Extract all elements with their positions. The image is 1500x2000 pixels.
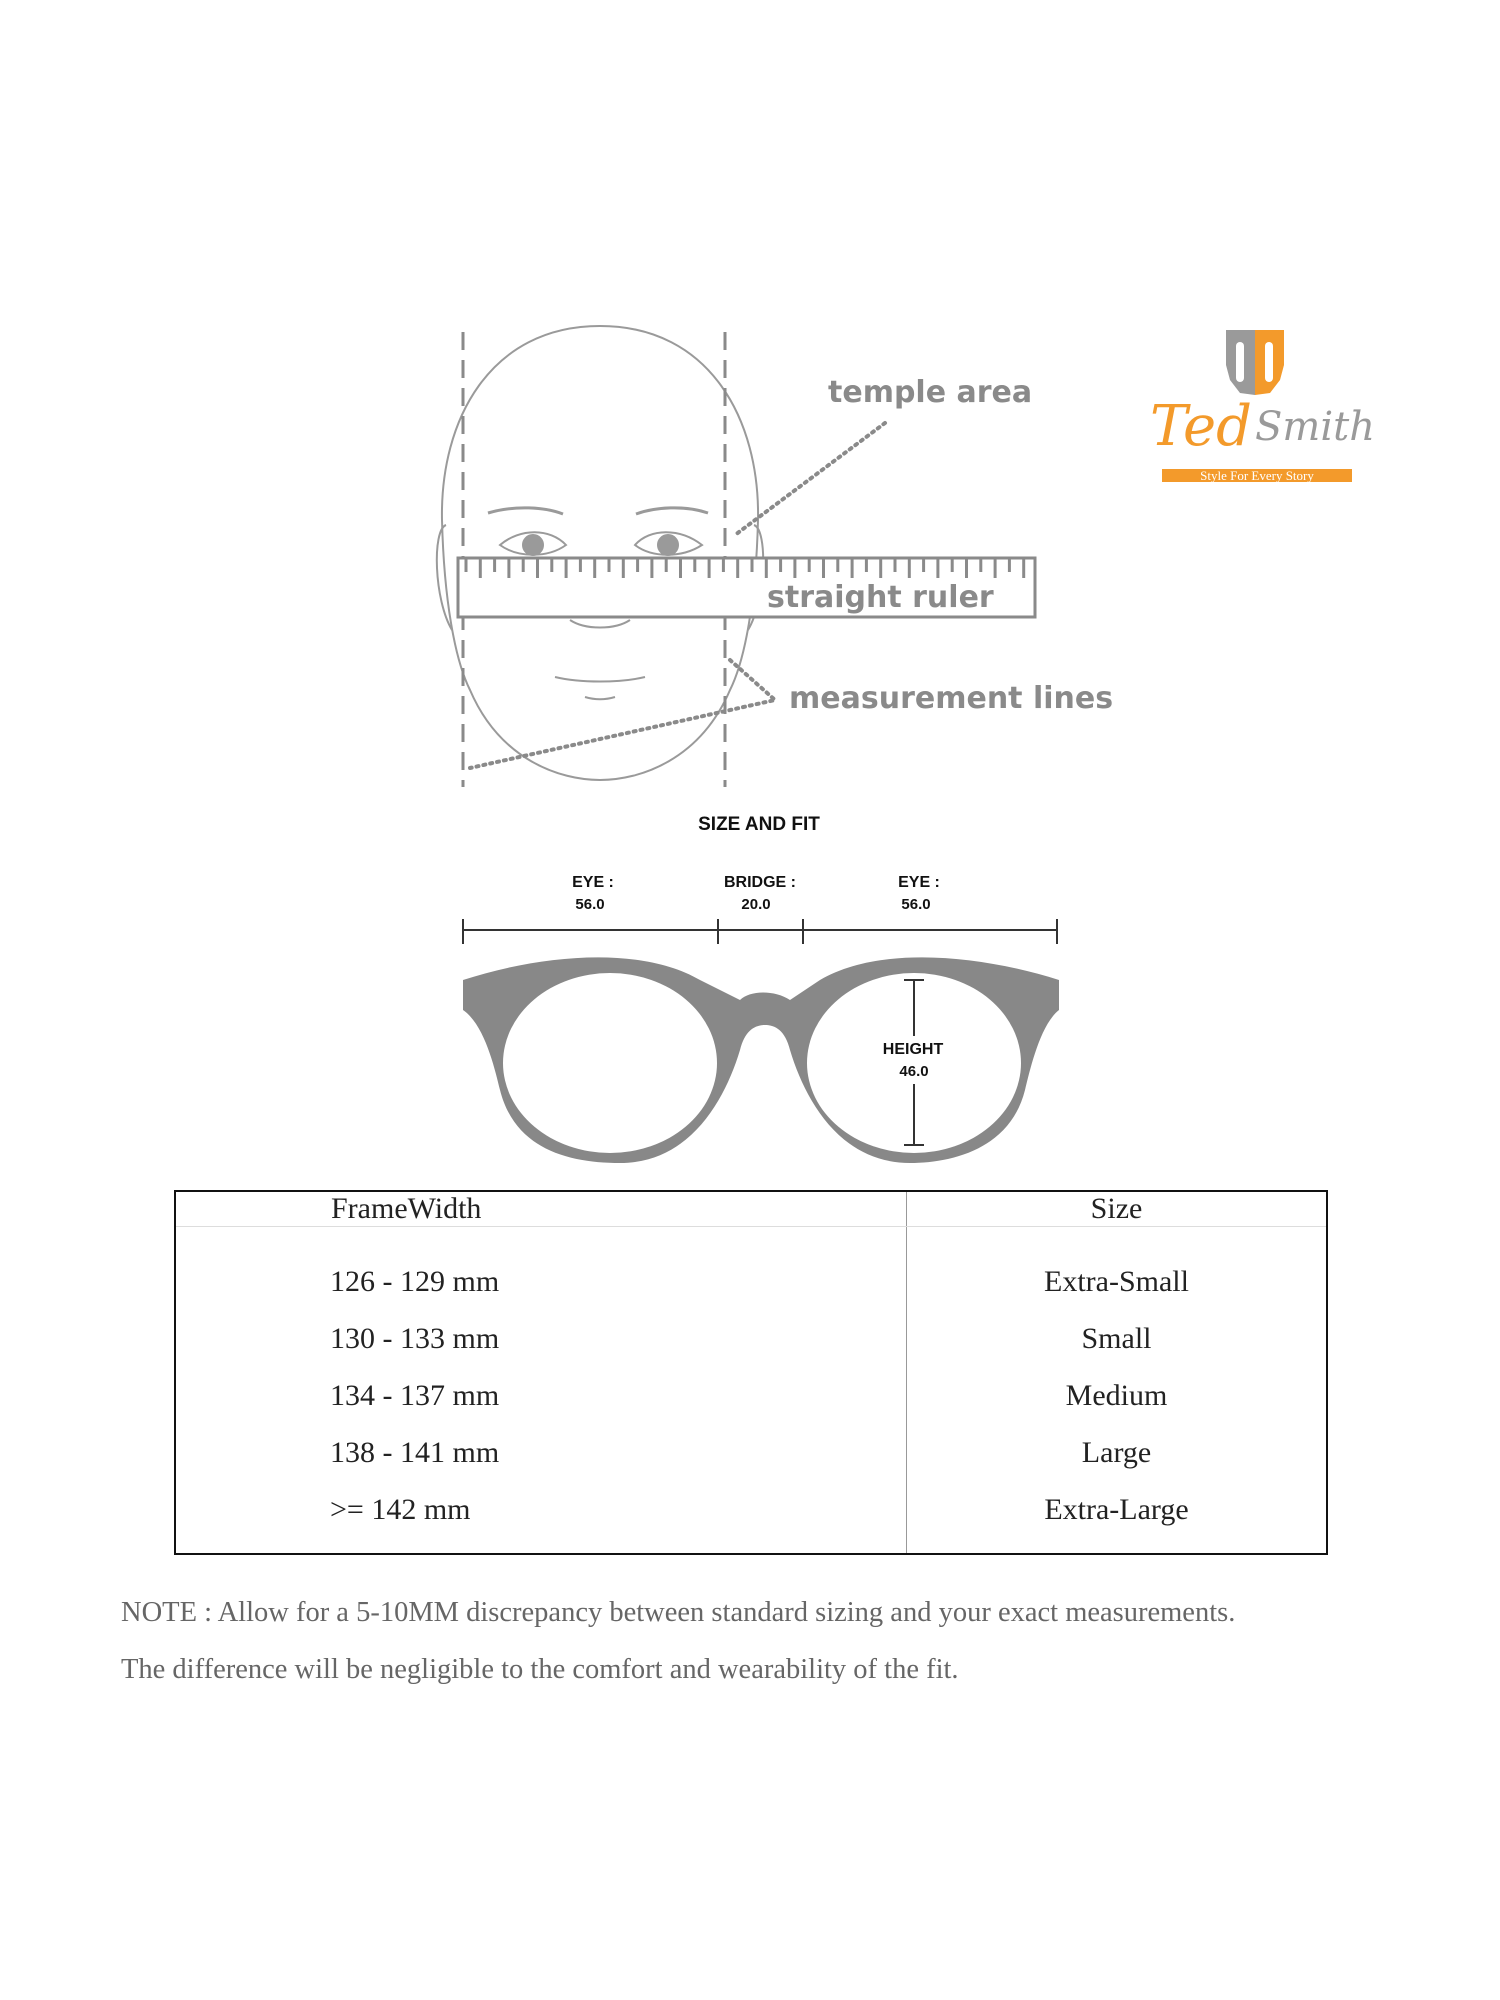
table-row [175,1482,1327,1539]
header-frame-width: FrameWidth [175,1191,907,1227]
logo-text-smith: Smith [1255,404,1375,450]
eye-left-value: 56.0 [575,896,605,913]
height-label: HEIGHT [882,1041,944,1058]
temple-area-label: temple area [828,375,1033,410]
note-line-2: The difference will be negligible to the comfort and wearability of the fit. [121,1654,959,1685]
eye-right-value: 56.0 [901,896,931,913]
size-cell: Extra-Large [1044,1493,1189,1527]
height-value: 46.0 [899,1063,929,1080]
ted-smith-logo [1150,330,1375,483]
dimension-line [463,919,1057,944]
bridge-value: 20.0 [741,896,771,913]
bridge-label: BRIDGE : [724,874,796,891]
frame-width-cell: 138 - 141 mm [175,1425,907,1482]
size-table [174,1190,1328,1555]
straight-ruler-label: straight ruler [767,580,994,615]
size-cell: Extra-Small [1044,1264,1189,1298]
table-header-row [175,1191,1327,1227]
table-row [175,1367,1327,1424]
frame-width-cell: 134 - 137 mm [175,1367,907,1424]
size-and-fit-title: SIZE AND FIT [698,814,820,835]
table-row [175,1425,1327,1482]
logo-tagline: Style For Every Story [1200,468,1314,483]
size-cell: Medium [1065,1379,1168,1412]
measurement-lines-label: measurement lines [789,681,1114,716]
frame-width-cell: >= 142 mm [175,1482,907,1539]
eye-left-label: EYE : [572,874,614,891]
frame-width-cell: 126 - 129 mm [175,1227,907,1311]
frame-width-cell: 130 - 133 mm [175,1310,907,1367]
note-line-1: NOTE : Allow for a 5-10MM discrepancy between standard sizing and your exact measurements. [121,1597,1236,1628]
table-row [175,1227,1327,1311]
header-size: Size [907,1191,1328,1227]
logo-text-ted: Ted [1150,394,1252,459]
table-row [175,1310,1327,1367]
glasses-frame [463,957,1059,1163]
size-cell: Large [1081,1436,1152,1470]
eye-right-label: EYE : [898,874,940,891]
size-cell: Small [1081,1321,1152,1355]
